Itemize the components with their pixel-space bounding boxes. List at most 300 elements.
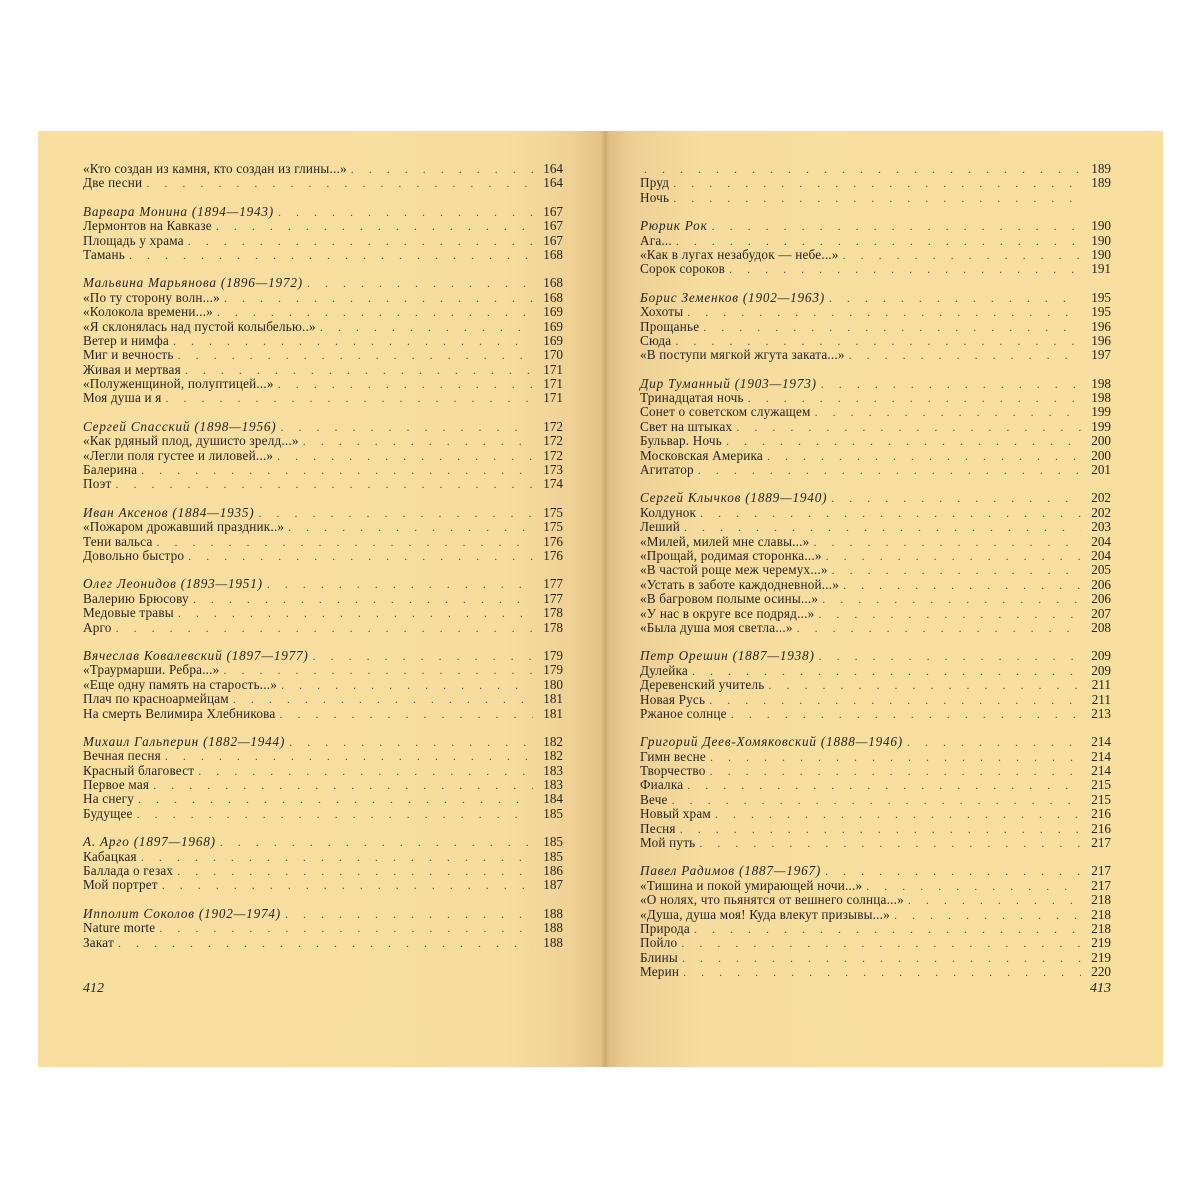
entry-page-number: 175 [543,519,563,535]
entry-page-number: 196 [1091,332,1111,348]
entry-page-number: 190 [1091,246,1111,262]
entry-title: Вече [640,791,668,807]
dot-leader [285,907,533,921]
entry-title: «В поступи мягкой жгута заката...» [640,347,845,363]
entry-page-number: 175 [543,504,563,520]
entry-page-number: 197 [1091,347,1111,363]
dot-leader [118,936,533,950]
entry-title: Площадь у храма [83,232,184,248]
toc-entry [640,506,1111,520]
dot-leader [217,305,533,319]
entry-title: Мой путь [640,835,696,851]
dot-leader [307,276,533,290]
toc-entry [83,248,563,262]
entry-title: Новая Русь [640,691,706,707]
entry-page-number: 183 [543,762,563,778]
toc-entry [83,305,563,319]
toc-entry [83,606,563,620]
page-number-right: 413 [1090,981,1111,996]
section-gap [640,477,1111,491]
toc-entry [83,663,563,677]
entry-title: Живая и мертвая [83,361,181,377]
toc-entry [83,520,563,534]
dot-leader [277,449,533,463]
entry-page-number: 190 [1091,218,1111,234]
toc-entry [83,678,563,692]
toc-entry [83,807,563,821]
toc-entry [640,678,1111,692]
dot-leader [684,520,1081,534]
section-gap [640,363,1111,377]
toc-entry [83,463,563,477]
entry-title: «Полуженщиной, полуптицей...» [83,376,274,392]
entry-page-number: 177 [543,576,563,592]
entry-page-number: 204 [1091,533,1111,549]
author-name: Павел Радимов (1887—1967) [640,863,822,879]
entry-page-number: 191 [1091,261,1111,277]
dot-leader [673,176,1081,190]
toc-author-heading [83,907,563,921]
entry-title: «Устать в заботе каждодневной...» [640,576,840,592]
entry-page-number: 168 [543,275,563,291]
entry-page-number: 167 [543,218,563,234]
toc-entry [640,707,1111,721]
entry-title: Леший [640,519,680,535]
entry-title: Миг и вечность [83,347,174,363]
dot-leader [675,334,1081,348]
dot-leader [700,506,1081,520]
entry-page-number: 167 [543,203,563,219]
toc-entry [640,965,1111,979]
toc-entry [83,391,563,405]
entry-page-number: 198 [1091,375,1111,391]
toc-entry [83,535,563,549]
dot-leader [768,678,1081,692]
entry-page-number: 171 [543,361,563,377]
entry-page-number: 168 [543,246,563,262]
entry-page-number: 176 [543,533,563,549]
toc-entry [83,878,563,892]
dot-leader [280,420,533,434]
entry-page-number: 218 [1091,920,1111,936]
dot-leader [826,549,1081,563]
dot-leader [694,922,1081,936]
dot-leader [699,836,1081,850]
toc-author-heading [640,649,1111,663]
toc-entry [83,692,563,706]
toc-entry [640,778,1111,792]
toc-entry [83,320,563,334]
entry-title: Пойло [640,935,678,951]
author-name: Варвара Монина (1894—1943) [83,203,274,219]
entry-title: Мерин [640,964,680,980]
dot-leader [188,234,533,248]
entry-page-number: 174 [543,476,563,492]
toc-entry [640,262,1111,276]
dot-leader [731,707,1081,721]
entry-page-number: 190 [1091,232,1111,248]
entry-title: Песня [640,820,676,836]
toc-entry [83,434,563,448]
dot-leader [116,477,533,491]
dot-leader [767,449,1081,463]
entry-title: Деревенский учитель [640,677,765,693]
toc-entry [83,792,563,806]
toc-entry [83,749,563,763]
dot-leader [815,405,1081,419]
dot-leader [687,778,1081,792]
entry-title: «Пожаром дрожавший праздник..» [83,519,285,535]
entry-title: Дулейка [640,662,688,678]
entry-page-number: 185 [543,805,563,821]
toc-entry [83,291,563,305]
toc-entry [640,750,1111,764]
entry-page-number: 219 [1091,949,1111,965]
entry-title: «В багровом полыме осины...» [640,591,819,607]
dot-leader [320,320,533,334]
right-page [605,131,1163,1067]
author-name: Ипполит Соколов (1902—1974) [83,905,281,921]
dot-leader [736,420,1081,434]
dot-leader [162,878,533,892]
dot-leader [116,621,533,635]
entry-title: Nature morte [83,920,156,936]
toc-author-heading [83,205,563,219]
entry-title: Пруд [640,175,670,191]
entry-title: «Еще одну память на старость...» [83,676,278,692]
entry-page-number: 188 [543,920,563,936]
entry-page-number: 213 [1091,705,1111,721]
toc-author-heading [640,291,1111,305]
section-gap [83,492,563,506]
dot-leader [223,663,533,677]
entry-page-number: 195 [1091,289,1111,305]
entry-title: «Траурмарши. Ребра...» [83,662,220,678]
toc-entry [640,405,1111,419]
dot-leader [894,908,1081,922]
toc-author-heading [640,735,1111,749]
entry-page-number: 164 [543,175,563,191]
entry-title: Тринадцатая ночь [640,390,744,406]
entry-title: Сюда [640,332,672,348]
section-gap [83,721,563,735]
entry-title: «О нолях, что пьянятся от вешнего солнца...» [640,892,904,908]
entry-title: Две песни [83,175,143,191]
toc-list-left [83,162,563,950]
dot-leader [165,749,533,763]
entry-title: Тамань [83,246,125,262]
entry-title: «Как рдяный плод, душисто зрелд...» [83,433,299,449]
dot-leader [216,219,533,233]
entry-page-number: 167 [543,232,563,248]
dot-leader [278,377,533,391]
toc-entry [83,176,563,190]
dot-leader [822,592,1081,606]
entry-page-number: 202 [1091,504,1111,520]
dot-leader [157,535,533,549]
toc-entry [640,463,1111,477]
dot-leader [710,764,1081,778]
dot-leader [153,778,533,792]
entry-page-number: 185 [543,834,563,850]
entry-page-number: 178 [543,605,563,621]
toc-entry [640,234,1111,248]
toc-author-heading [83,649,563,663]
toc-entry [83,850,563,864]
section-gap [640,635,1111,649]
section-gap [83,262,563,276]
entry-page-number: 196 [1091,318,1111,334]
toc-entry [640,822,1111,836]
entry-title: «Я склонялась над пустой колыбелью..» [83,318,316,334]
author-name: Иван Аксенов (1884—1935) [83,504,255,520]
dot-leader [687,305,1081,319]
toc-entry [640,879,1111,893]
entry-page-number: 183 [543,777,563,793]
dot-leader [843,248,1081,262]
entry-title: Фиалка [640,777,684,793]
dot-leader [829,291,1081,305]
entry-title: «Душа, душа моя! Куда влекут призывы...» [640,906,890,922]
entry-page-number: 173 [543,462,563,478]
entry-page-number: 211 [1091,677,1111,693]
entry-title: Сонет о советском служащем [640,404,811,420]
entry-page-number: 178 [543,619,563,635]
left-page [38,131,605,1067]
author-name: Вячеслав Ковалевский (1897—1977) [83,647,309,663]
entry-page-number: 188 [543,934,563,950]
author-name: Петр Орешин (1887—1938) [640,648,815,664]
dot-leader [673,191,1081,205]
section-gap [83,406,563,420]
dot-leader [726,434,1081,448]
toc-author-heading [83,506,563,520]
toc-entry [640,664,1111,678]
toc-entry [640,936,1111,950]
toc-author-heading [83,735,563,749]
entry-title: Вечная песня [83,748,161,764]
entry-title: Сорок сороков [640,261,726,277]
entry-title: Прощанье [640,318,700,334]
entry-page-number: 217 [1091,877,1111,893]
entry-title: Поэт [83,476,112,492]
entry-title: Тени вальса [83,533,153,549]
toc-entry [640,320,1111,334]
toc-entry [83,707,563,721]
section-gap [83,635,563,649]
dot-leader [821,377,1081,391]
entry-page-number: 203 [1091,519,1111,535]
entry-page-number: 220 [1091,964,1111,980]
entry-page-number: 200 [1091,433,1111,449]
toc-entry [640,592,1111,606]
dot-leader [729,262,1081,276]
toc-entry [640,305,1111,319]
entry-title: Творчество [640,763,706,779]
entry-page-number: 200 [1091,447,1111,463]
entry-title: «Кто создан из камня, кто создан из глины...» [83,161,347,176]
toc-entry [640,563,1111,577]
dot-leader [159,921,533,935]
author-name: Олег Леонидов (1893—1951) [83,576,263,592]
section-gap [83,563,563,577]
toc-entry [640,391,1111,405]
author-name: А. Арго (1897—1968) [83,834,216,850]
entry-page-number: 179 [543,662,563,678]
toc-entry [640,922,1111,936]
entry-page-number: 214 [1091,748,1111,764]
toc-entry [640,434,1111,448]
entry-page-number: 199 [1091,418,1111,434]
entry-title: «Тишина и покой умирающей ночи...» [640,877,863,893]
entry-title: Лермонтов на Кавказе [83,218,212,234]
entry-page-number: 219 [1091,935,1111,951]
toc-entry [640,621,1111,635]
entry-page-number: 189 [1091,175,1111,191]
section-gap [83,191,563,205]
entry-page-number: 201 [1091,462,1111,478]
toc-entry [640,348,1111,362]
dot-leader [188,549,533,563]
dot-leader [715,807,1081,821]
dot-leader [351,162,533,176]
entry-title: Колдунок [640,504,697,520]
toc-entry [83,377,563,391]
toc-entry [83,549,563,563]
open-book [38,131,1163,1067]
dot-leader [710,750,1081,764]
dot-leader [224,291,533,305]
book-gutter [601,131,609,1067]
toc-entry [640,607,1111,621]
dot-leader [683,965,1081,979]
dot-leader [258,506,533,520]
entry-title: Природа [640,920,690,936]
entry-title: Блины [640,949,678,965]
entry-page-number: 215 [1091,777,1111,793]
entry-page-number: 211 [1091,691,1111,707]
entry-title: Плач по красноармейцам [83,691,229,707]
toc-entry [640,908,1111,922]
entry-title: Довольно быстро [83,547,185,563]
entry-title: Гимн весне [640,748,706,764]
entry-page-number: 218 [1091,906,1111,922]
dot-leader [178,348,533,362]
dot-leader [233,692,533,706]
entry-title: Ветер и нимфа [83,332,169,348]
entry-page-number: 172 [543,447,563,463]
dot-leader [289,735,533,749]
dot-leader [141,463,533,477]
entry-title: На снегу [83,791,135,807]
dot-leader [644,162,1081,176]
entry-page-number: 171 [543,376,563,392]
entry-title: Агитатор [640,462,694,478]
entry-page-number: 202 [1091,490,1111,506]
entry-page-number: 171 [543,390,563,406]
dot-leader [137,807,533,821]
entry-title: «Легли поля густеe и лиловей...» [83,447,274,463]
toc-entry [83,778,563,792]
dot-leader [313,649,533,663]
toc-author-heading [640,377,1111,391]
entry-title: Валерию Брюсову [83,590,189,606]
entry-page-number: 209 [1091,648,1111,664]
dot-leader [712,219,1081,233]
entry-page-number: 182 [543,733,563,749]
entry-page-number: 169 [543,332,563,348]
section-gap [640,721,1111,735]
dot-leader [193,592,533,606]
entry-title: Ночь [640,189,670,205]
entry-page-number: 172 [543,433,563,449]
entry-page-number: 179 [543,647,563,663]
entry-page-number: 169 [543,304,563,320]
author-name: Сергей Клычков (1889—1940) [640,490,828,506]
toc-entry [640,176,1111,190]
toc-entry [83,621,563,635]
entry-title: Медовые травы [83,605,174,621]
dot-leader [818,607,1081,621]
entry-page-number: 207 [1091,605,1111,621]
dot-leader [866,879,1081,893]
dot-leader [692,664,1081,678]
dot-leader [797,621,1081,635]
entry-page-number: 187 [543,877,563,893]
entry-page-number: 206 [1091,591,1111,607]
toc-entry [83,864,563,878]
entry-page-number: 188 [543,905,563,921]
dot-leader [141,850,533,864]
entry-page-number: 217 [1091,835,1111,851]
dot-leader [819,649,1081,663]
toc-entry [83,334,563,348]
dot-leader [680,822,1081,836]
dot-leader [138,792,533,806]
dot-leader [682,951,1081,965]
toc-entry [640,764,1111,778]
entry-page-number: 172 [543,418,563,434]
dot-leader [709,693,1081,707]
author-name: Дир Туманный (1903—1973) [640,375,817,391]
toc-entry [640,578,1111,592]
dot-leader [185,363,533,377]
dot-leader [173,334,533,348]
entry-page-number: 181 [543,705,563,721]
entry-title: «Была душа моя светла...» [640,619,793,635]
section-gap [83,821,563,835]
toc-entry [640,248,1111,262]
toc-author-heading [640,219,1111,233]
toc-author-heading [83,577,563,591]
entry-title: «Милей, милей мне славы...» [640,533,810,549]
toc-entry [83,936,563,950]
dot-leader [843,578,1081,592]
entry-title: Балерина [83,462,138,478]
entry-page-number: 198 [1091,390,1111,406]
dot-leader [303,434,533,448]
dot-leader [288,520,533,534]
entry-title: Баллада о гезах [83,863,174,879]
entry-title: Свет на штыках [640,418,733,434]
entry-title: Хохоты [640,304,684,320]
entry-title: «Прощай, родимая сторонка...» [640,547,822,563]
toc-entry [640,535,1111,549]
dot-leader [908,893,1081,907]
toc-entry [83,219,563,233]
entry-page-number: 189 [1091,161,1111,176]
section-gap [640,850,1111,864]
